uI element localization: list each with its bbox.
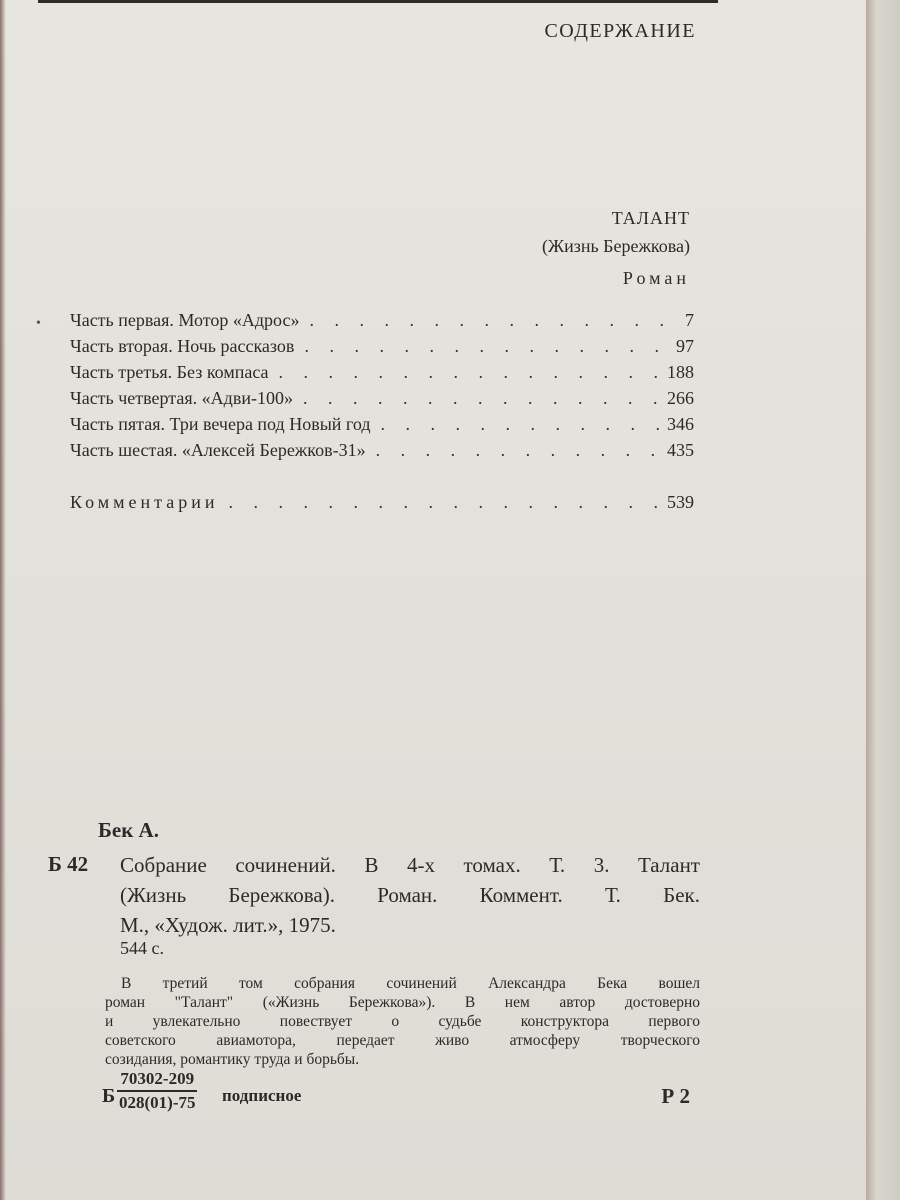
annotation-line: созидания, романтику труда и борьбы.: [105, 1051, 360, 1068]
annotation-line: роман "Талант" («Жизнь Бережкова»). В нем автор достоверно: [105, 994, 700, 1011]
toc-leader-dots: [381, 414, 662, 435]
catalog-description: [120, 850, 700, 940]
work-title: ТАЛАНТ: [611, 208, 690, 228]
catalog-code-fraction: [117, 1068, 197, 1114]
toc-entry-label: Часть третья. Без компаса: [70, 362, 269, 382]
toc-entry-page: 435: [667, 440, 694, 460]
toc-entry: [70, 388, 694, 414]
toc-entry: [70, 414, 694, 440]
catalog-code-note: подписное: [222, 1086, 302, 1105]
toc-comments-entry: [70, 492, 694, 518]
catalog-author: Бек А.: [98, 818, 159, 842]
toc-entry-page: 188: [667, 362, 694, 382]
toc-entry-label: Часть первая. Мотор «Адрос»: [70, 310, 300, 330]
toc-entry-label: Часть шестая. «Алексей Бережков-31»: [70, 440, 366, 460]
toc-entry-label: Часть вторая. Ночь рассказов: [70, 336, 295, 356]
catalog-class-mark: Р 2: [661, 1084, 690, 1108]
toc-leader-dots: [304, 336, 668, 357]
top-rule: [38, 0, 718, 3]
catalog-page-count: 544 с.: [120, 938, 164, 958]
toc-comments-page: 539: [667, 492, 694, 512]
catalog-description-line: Собрание сочинений. В 4-х томах. Т. 3. Талант: [120, 853, 700, 877]
toc-entry: [70, 310, 694, 336]
catalog-description-line: М., «Худож. лит.», 1975.: [120, 913, 336, 937]
toc-entry-page: 7: [685, 310, 694, 330]
toc-entry-page: 97: [676, 336, 694, 356]
toc-entry: [70, 440, 694, 466]
catalog-index: Б 42: [48, 852, 89, 876]
toc-leader-dots: [309, 310, 668, 331]
annotation-line: советского авиамотора, передает живо атмосферу творческого: [105, 1032, 700, 1049]
toc-leader-dots: [279, 362, 661, 383]
toc-leader-dots: [303, 388, 661, 409]
toc-leader-dots: [229, 492, 661, 513]
page-shadow-edge: [0, 0, 6, 1200]
catalog-code-letter: Б: [102, 1085, 116, 1107]
toc-entry-page: 266: [667, 388, 694, 408]
next-page-edge: [866, 0, 900, 1200]
toc-leader-dots: [376, 440, 661, 461]
toc-entry-label: Часть четвертая. «Адви-100»: [70, 388, 293, 408]
toc-comments-label: Комментарии: [70, 492, 219, 512]
contents-heading: СОДЕРЖАНИЕ: [544, 20, 696, 42]
catalog-description-line: (Жизнь Бережкова). Роман. Коммент. Т. Бек.: [120, 883, 700, 907]
toc-entry: [70, 362, 694, 388]
work-genre: Роман: [622, 268, 690, 288]
annotation-line: и увлекательно повествует о судьбе конструктора первого: [105, 1013, 700, 1030]
catalog-annotation: [105, 974, 700, 1069]
work-subtitle: (Жизнь Бережкова): [541, 236, 690, 256]
margin-mark: •: [36, 316, 41, 331]
catalog-code-numerator: 70302-209: [117, 1068, 197, 1092]
toc-entry-page: 346: [667, 414, 694, 434]
toc-entry-label: Часть пятая. Три вечера под Новый год: [70, 414, 371, 434]
toc-entry: [70, 336, 694, 362]
catalog-code-denominator: 028(01)-75: [119, 1093, 196, 1112]
annotation-line: В третий том собрания сочинений Александра Бека вошел: [121, 975, 700, 992]
